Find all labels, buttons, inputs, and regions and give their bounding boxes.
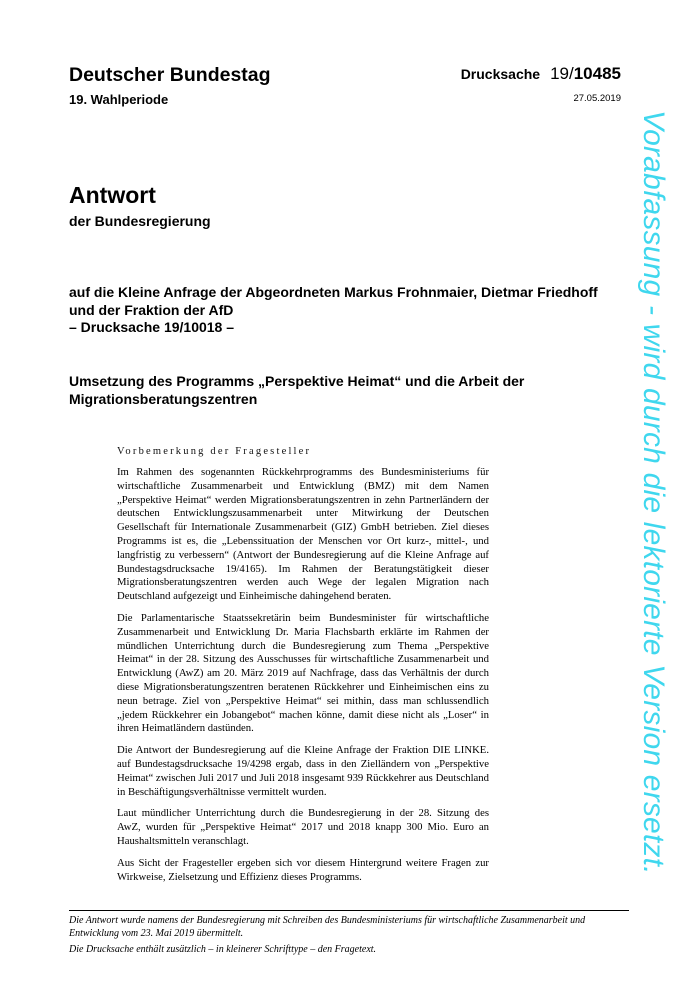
topic-line-2: Migrationsberatungszentren <box>69 390 258 407</box>
preliminary-paragraph-4: Laut mündlicher Unterrichtung durch die Bundesregierung in der 28. Sitzung des AwZ, wurden für „Perspektive Heimat“ 2017 und 2018 knapp 300 Mio. Euro an Haushaltsmitteln veranschlagt. <box>117 807 489 847</box>
document-date: 27.05.2019 <box>573 93 621 104</box>
drucksache-reference <box>461 64 621 84</box>
preliminary-remarks <box>117 446 489 892</box>
inquiry-reference <box>69 284 629 337</box>
document-subtitle: der Bundesregierung <box>69 213 211 229</box>
drucksache-number: 10485 <box>573 64 621 83</box>
preliminary-paragraph-2: Die Parlamentarische Staatssekretärin beim Bundesminister für wirtschaftliche Zusammenarbeit und Entwicklung Dr. Maria Flachsbarth erklärte im Rahmen der mündlichen Unterrichtung durch die Bundesregierung zum Thema „Perspektive Heimat“ in der 28. Sitzung des Ausschusses für wirtschaftliche Zusammenarbeit und Entwicklung (AwZ) am 20. März 2019 auf Nachfrage, dass das Verhältnis der durch diese Migrationsberatungszentren beratenen Rückkehrer und Einheimischen eins zu neun betrage. Ziel von „Perspektive Heimat“ sei mithin, dass man schlussendlich „jedem Rückkehrer ein Jobangebot“ machen könne, damit diese nicht als „Loser“ in ihren Heimatländern dastünden. <box>117 611 489 735</box>
preliminary-version-stamp: Vorabfassung - wird durch die lektorierte Version ersetzt. <box>637 110 670 875</box>
drucksache-prefix: 19/ <box>550 64 574 83</box>
footer-note-2: Die Drucksache enthält zusätzlich – in kleinerer Schrifttype – den Fragetext. <box>69 944 377 955</box>
preliminary-paragraph-1: Im Rahmen des sogenannten Rückkehrprogramms des Bundesministeriums für wirtschaftliche Zusammenarbeit und Entwicklung (BMZ) mit dem Namen „Perspektive Heimat“ werden Migrationsberatungszentren in zehn Partnerländern der deutschen Entwicklungszusammenarbeit unter Mitwirkung der Deutschen Gesellschaft für Internationale Zusammenarbeit (GIZ) GmbH betrieben. Ziel dieses Programms ist es, die „Lebenssituation der Menschen vor Ort kurz-, mittel-, und langfristig zu verbessern“ (Antwort der Bundesregierung auf die Kleine Anfrage auf Bundestagsdrucksache 19/4165). Im Rahmen der Beratungstätigkeit dieser Migrationsberatungszentren werden auch Wege der legalen Migration nach Deutschland aufgezeigt und Einheimische dahingehend beraten. <box>117 466 489 603</box>
footer-divider <box>69 910 629 911</box>
footer-notes <box>69 915 629 957</box>
election-period: 19. Wahlperiode <box>69 92 169 107</box>
topic-heading <box>69 373 629 408</box>
document-title: Antwort <box>69 182 156 208</box>
inquiry-line-1: auf die Kleine Anfrage der Abgeordneten Markus Frohnmaier, Dietmar Friedhoff <box>69 284 598 300</box>
drucksache-label: Drucksache <box>460 66 541 82</box>
inquiry-line-3: – Drucksache 19/10018 – <box>69 319 235 335</box>
preliminary-paragraph-3: Die Antwort der Bundesregierung auf die Kleine Anfrage der Fraktion DIE LINKE. auf Bundestagsdrucksache 19/4298 ergab, dass in den Zielländern von „Perspektive Heimat“ zwischen Juli 2017 und Juli 2018 insgesamt 939 Rückkehrer aus Deutschland in Beschäftigungsverhältnisse vermittelt wurden. <box>117 744 489 798</box>
inquiry-line-2: und der Fraktion der AfD <box>69 301 234 318</box>
footer-note-1: Die Antwort wurde namens der Bundesregierung mit Schreiben des Bundesministeriums für wirtschaftliche Zusammenarbeit und Entwicklung vom 23. Mai 2019 übermittelt. <box>69 915 586 939</box>
preliminary-paragraph-5: Aus Sicht der Fragesteller ergeben sich vor diesem Hintergrund weitere Fragen zur Wirkweise, Zielsetzung und Effizienz dieses Programms. <box>117 856 489 883</box>
preliminary-remarks-title: Vorbemerkung der Fragesteller <box>117 446 312 457</box>
topic-line-1: Umsetzung des Programms „Perspektive Heimat“ und die Arbeit der <box>69 373 525 389</box>
organization-name: Deutscher Bundestag <box>69 64 271 86</box>
